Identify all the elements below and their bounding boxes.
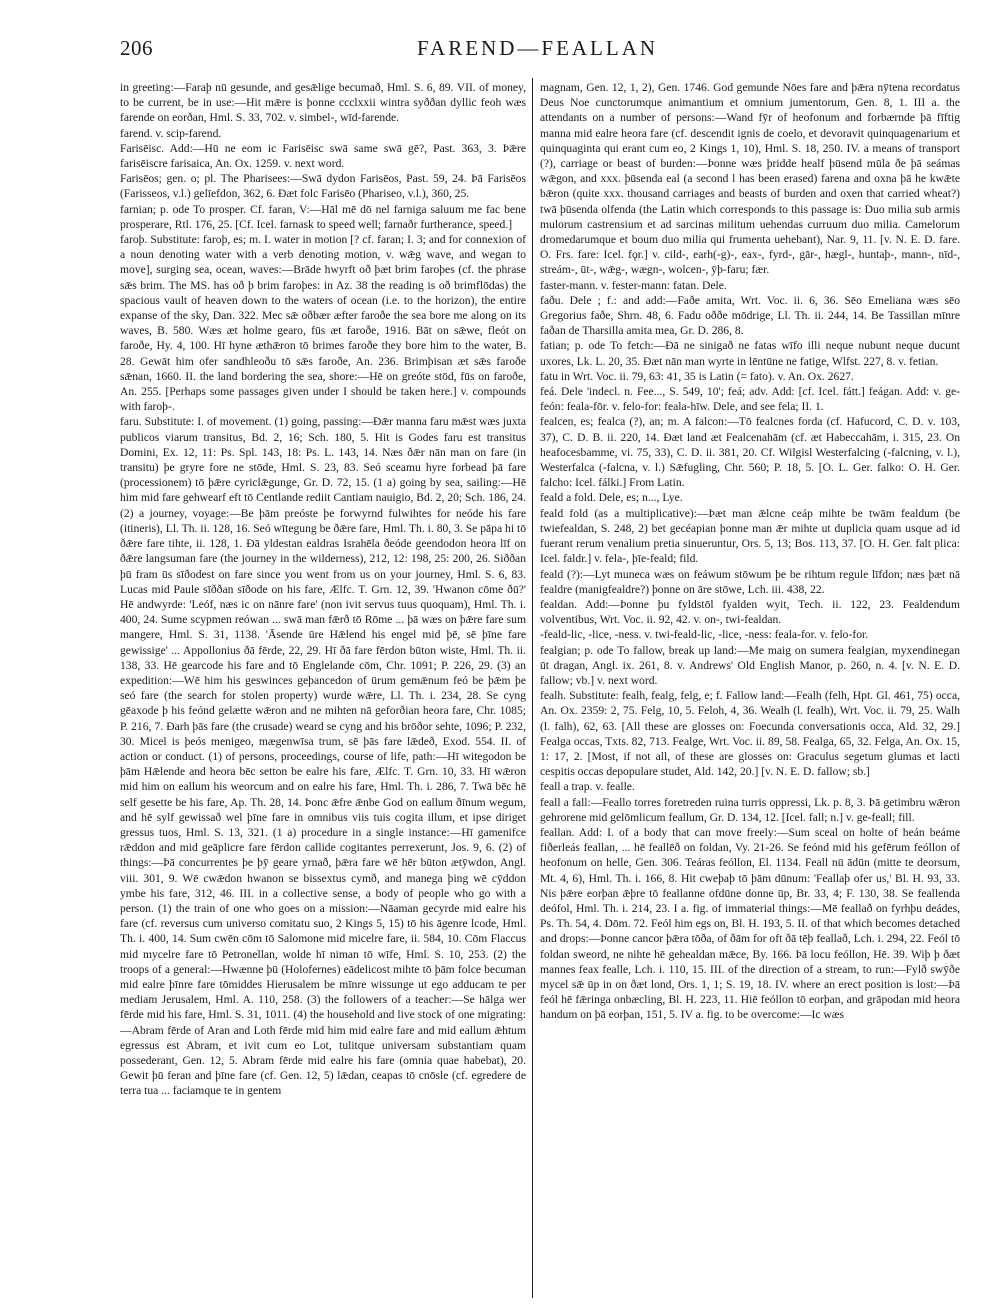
dictionary-entry: fealcen, es; fealca (?), an; m. A falcon:—Tō fealcnes forda (cf. Hafucord, C. D. v. 103, 37), C. D. B. ii. 220, 14. Ðæt land æt Fealcenahām (cf. æt Habeccahām, i. 315, 23. On heafocesbamme, vi. 75, 33), C. D. ii. 381, 20. Cf. Wilgisl Westerfalcing (-falcning, v. l.), Westerfalca (-falcna, v. l.) Sǣfugling, Chr. 560; P. 18, 5. [O. L. Ger. falko: O. H. Ger. falcho: Icel. fálki.] From Latin. xyxy=(540,415,960,490)
dictionary-entry: feald fold (as a multiplicative):—Þæt man ǣlcne ceáp mihte be twām fealdum (be twiefealdan, S. 248, 2) bet gecéapian þonne man ǣr mihte ut duplicia quam usque ad id fuerant rerum venalium pretia sinueruntur, Ors. 5, 13; Bos. 113, 37. [O. H. Ger. falt plica: Icel. faldr.] v. fela-, þīe-feald; fild. xyxy=(540,506,960,566)
dictionary-entry: feá. Dele 'indecl. n. Fee..., S. 549, 10'; feá; adv. Add: [cf. Icel. fátt.] feágan. Add: v. ge-feón: feala-fōr. v. felo-for: feala-hīw. Dele, and see fela; II. 1. xyxy=(540,385,960,414)
page-number: 206 xyxy=(120,36,153,60)
dictionary-entry: feallan. Add: I. of a body that can move freely:—Sum sceal on holte of heán beáme fiðerleás feallan, ... hē feallēð on foldan, Vy. 21-26. Se feónd mid his gefērum feóllon of heofonum on helle, Gen. 306. Teáras feóllon, El. 1134. Feall nū ādūn (mitte te deorsum, Mt. 4, 6), Hml. Th. i. 166, 8. Hit cweþaþ tō þām dūnum: 'Feallaþ ofer us,' Bl. H. 93, 33. Nis þǣre eorþan ǣþre tō feallanne ofdūne donne ūp, Br. 33, 4; F. 130, 38. Se feallenda deófol, Hml. Th. i. 214, 23. I a. fig. of immaterial things:—Mē feallað on fyrhþu deádes, Ps. Th. 54, 4. Dōm. 72. Feól him egs on, Bl. H. 193, 5. II. of that which becomes detached and drops:—Þonne cancor þǣra tōða, of ðām for oft ðā tēþ feallað, Lch. i. 294, 22. Feól tō foldan sweord, ne nihte hē gehealdan mǣce, By. 166. Þā locu feóllon, Hē. 39. Wiþ þ ðæt mannes feax fealle, Lch. i. 110, 15. III. of the direction of a stream, to run:—Fylð swȳðe mycel sǣ ūp in on ðæt lond, Ors. 1, 1; S. 19, 18. IV. where an erect position is lost:—Þā feól hē fǣringa onbæcling, Bl. H. 223, 11. Hiē feóllon tō eorþan, and grāpodan mid heora handum on þā eorþan, 151, 5. IV a. fig. to be overcome:—Ic wæs xyxy=(540,825,960,1022)
dictionary-entry: faðu. Dele ; f.: and add:—Faðe amita, Wrt. Voc. ii. 6, 36. Sēo Emeliana wæs sēo Gregorius faðe, Shrn. 48, 6. Fadu oððe mōdrige, Ll. Th. ii. 244, 14. Be Tassillan mīnre faðan de Tharsilla amita mea, Gr. D. 286, 8. xyxy=(540,293,960,338)
dictionary-entry: fealgian; p. ode To fallow, break up land:—Me maig on sumera fealgian, myxendinegan ūt dragan, Angl. ix. 261, 8. v. Andrews' Old English Manor, p. 260, n. 4. [v. N. E. D. fallow; vb.] v. next word. xyxy=(540,643,960,687)
right-column xyxy=(540,80,960,1295)
dictionary-entry: fealh. Substitute: fealh, fealg, felg, e; f. Fallow land:—Fealh (felh, Hpt. Gl. 461, 75) occa, An. Ox. 2359: 2, 75. Felg, 10, 5. Feloh, 4, 36. Wealh (l. fealh), Wrt. Voc. ii. 79, 25. Walh (l. falh), 62, 63. [All these are glosses on: Foecunda conversationis occa, Ald. 32, 29.] Fealga occas, Txts. 82, 713. Fealge, Wrt. Voc. ii. 89, 58. Fealga, 65, 32. Felga, An. Ox. 15, 1: 17, 2. [Most, if not all, of these are glosses on: Graculus segetum glumas et lacti cespitis occas depopulare studet, Ald. 142, 20.] [v. N. E. D. fallow; sb.] xyxy=(540,689,960,779)
dictionary-entry: faru. Substitute: I. of movement. (1) going, passing:—Ðǣr manna faru mǣst wæs juxta publicos viarum transitus, Bd. 2, 16; Sch. 180, 5. Hit is Godes faru est transitus Domini, Ex. 12, 11: Ps. Spl. 143, 18: Ps. L. 143, 14. Næs ðǣr nān man on fare (in transitu) þe gryre fore ne stōde, Hml. S. 23, 83. Seó sceamu hyre forbead þā fare (processionem) tō þǣre cyriclǣgunge, Gr. D. 72, 15. (1 a) going by sea, sailing:—Hē him mid fare gehwearf eft tō Centlande rediit Cantiam nauigio, Bd. 2, 20; Sch. 186, 24. (2) a journey, voyage:—Be þām preóste þe forwyrnd fulwihtes for neóde his fare (itineris), Ll. Th. ii. 128, 16. Seó wītegung be ðǣre fare, Hml. Th. i. 80, 3. Se pāpa hi tō ðǣre fare tihte, ii. 128, 1. Ðā yldestan ealdras Israhēla ðeóde geendodon heora līf on ðǣre langsuman fare (the journey in the wilderness), 212, 12: 198, 25: 200, 26. Siððan þū fram ūs sīðodest on fare since you went from us on your journey, Hml. S. 6, 83. Lucas mid Paule sīððan sīðode on his fare, Ælfc. T. Grn. 12, 39. 'Hwanon cōme ðū?' Hē andwyrde: 'Leóf, næs ic on nānre fare' (non ivit servus tuus quoquam), Hml. Th. i. 400, 24. Sume scypmen reówan ... swā man fǣrð tō Rōme ... þā wæs on þǣre fare sum mangere, Hml. S. 31, 1138. 'Āsende ūre Hǣlend his engel mid þē, sē þīne fare gewissige' ... Appollonius ðā fērde, 22, 29. Hī ðā fare fērdon būton wiste, Hml. Th. ii. 138, 33. Hē gearcode his fare and tō Englelande cōm, Chr. 1091; P. 226, 29. (3) an expedition:—Wē him his geswinces geþancedon of ūrum gemǣnum feó be þǣm þe seó fare (the search for stolen property) wurde wǣre, Ll. Th. i. 234, 28. Se cyng gēaxode þ his feónd gelætte wǣron and ne mihten nā geforðian heora fare, Chr. 1085; P. 216, 7. Ðarh þās fare (the crusade) weard se cyng and his brōðor sehte, 1096; P. 232, 30. Micel is þeós menigeo, mægenwīsa trum, sē þās fare lǣdeð, Exod. 554. II. of action or conduct. (1) of persons, proceedings, course of life, path:—Hī witegodon be þām Hǣlende and heora bēc setton be ealre his fare, Ælfc. T. Grn. 10, 33. Hī wǣron mid him on eallum his weorcum and on ealre his fare, Hml. Th. i. 286, 7. Twā bēc hē self gesette be his fare, Ap. Th. 28, 14. Þonc ǣfre ǣnbe God on eallum ðīnum wegum, and hē sylf gewissað wel þīne fare in omnibus viis tuis cogita illum, et ipse diriget gressus tuos, Hml. S. 13, 321. (1 a) procedure in a single instance:—Hī gamenifce rǣddon and mid geāplicre fare fērdon callide cogitantes perrexerunt, Jos. 9, 6. (2) of things:—Þā concurrentes þe þȳ geare yrnað, þǣra fare wē hēr būton ætȳwdon, Angl. viii. 301, 9. Wē cwǣdon hwanon se bissextus cymð, and manega þing wē cȳddon ymbe his fare, 312, 46. III. in a collective sense, a body of people who go with a person. (1) the train of one who goes on a mission:—Nāaman gecyrde mid ealre his fare (cf. reversus cum universo comitatu suo, 2 Kings 5, 15) tō his āgenre lcode, Hml. Th. i. 400, 14. Sum cwēn cōm tō Salomone mid micelre fare, ii. 584, 10. Cōm Flaccus mid mycelre fare tō Petronellan, wolde hī niman tō wīfe, Hml. S. 10, 253. (2) the troops of a general:—Hwænne þū (Holofernes) eādelicost mihte tō þām folce becuman mid ealre þīnre fare tōmiddes Hierusalem be mīnre wissunge ut ego adducam te per mediam Jerusalem, Hml. A. 110, 258. (3) the followers of a teacher:—Se hālga wer fērde mid his fare, Hml. S. 31, 1011. (4) the household and live stock of one migrating:—Abram fērde of Aran and Loth fērde mid him mid ealre fare and mid eallum ǣhtum egressus est Abram, et ivit cum eo Lot, tulitque universam substantiam quam possederant, Gen. 12, 5. Abram fērde mid ealre his fare (omnia quae habebat), 20. Gewit þū feran and þīne fare (cf. Gen. 12, 5) lǣdan, ceapas tō cnōsle (cf. egredere de terra tua ... faciamque te in gentem xyxy=(120,415,526,1098)
dictionary-entry: feall a fall:—Feallo torres foretreden ruina turris oppressi, Lk. p. 8, 3. Þā getimbru wǣron gehrorene mid gelōmlicum feallum, Gr. D. 134, 12. [Icel. fall; n.] v. ge-feall; fill. xyxy=(540,795,960,824)
dictionary-entry: feald a fold. Dele, es; n..., Lye. xyxy=(540,491,683,505)
dictionary-entry: Farisēisc. Add:—Hū ne eom ic Farisēisc swā same swā gē?, Past. 363, 3. Þǣre farisēiscre farisaica, An. Ox. 1259. v. next word. xyxy=(120,141,526,171)
dictionary-entry: in greeting:—Faraþ nū gesunde, and gesǣlige becumað, Hml. S. 6, 89. VII. of money, to be current, be in use:—Hit mǣre is þonne ccclxxii wintra syððan dyllic feoh wæs farende on eorðan, Hml. S. 33, 702. v. simbel-, wīd-farende. xyxy=(120,81,526,125)
dictionary-entry: faroþ. Substitute: faroþ, es; m. I. water in motion [? cf. faran; I. 3; and for connexion of a noun denoting water with a verb denoting motion, v. wǣg wave, and wegan to move], surging sea, ocean, waves:—Brāde hwyrft oð þæt brim faroþes (cf. the phrase sǣs brim. The MS. has oð þ brim faroþes: in Az. 38 the reading is oð brimflōdas) the spacious vault of heaven down to the waters of ocean (i.e. to the horizon), the entire expanse of the sky, Dan. 322. Mec sǣ oðbær æfter faroðe the sea bore me along on its waves, B. 580. Wæs æt holme gearo, fūs æt faroðe, 1916. Bāt on sǣwe, fleót on faroðe, Hy. 4, 100. Hī hyne æthǣron tō brimes faroðe they bore him to the water, B. 28. Gewāt him ofer sandhleoðu tō sǣs faroðe, An. 236. Brimþisan æt sǣs faroðe sǣnan, 1660. II. the land bordering the sea, shore:—Hē on greóte stōd, fūs on faroðe, An. 255. [Perhaps some passages given under I should be taken here.] v. compounds with faroþ-. xyxy=(120,233,526,414)
page-header xyxy=(120,36,955,66)
dictionary-entry: feald (?):—Lyt muneca wæs on feáwum stōwum þe be rihtum regule līfdon; næs þæt nā fealdre (manigfealdre?) þonne on āre stōwe, Lch. iii. 438, 22. xyxy=(540,567,960,596)
dictionary-entry: faster-mann. v. fester-mann: fatan. Dele. xyxy=(540,278,727,292)
running-head: FAREND—FEALLAN xyxy=(416,36,659,60)
dictionary-entry: -feald-lic, -lice, -ness. v. twi-feald-lic, -lice, -ness: feala-for. v. felo-for. xyxy=(540,628,869,642)
dictionary-entry: farnian; p. ode To prosper. Cf. faran, V:—Hāl mē dō nel farniga saluum me fac bene prosperare, Rtl. 176, 25. [Cf. Icel. farnask to speed well; farnaðr furtherance, speed.] xyxy=(120,202,526,231)
dictionary-entry: fatu in Wrt. Voc. ii. 79, 63: 41, 35 is Latin (= fato). v. An. Ox. 2627. xyxy=(540,369,854,383)
dictionary-entry: fatian; p. ode To fetch:—Ðā ne sinigað ne fatas wīfo illi neque nubunt neque ducunt uxores, Lk. L. 20, 35. Ðæt nān man wyrte in lēntūne ne fatige, Wlfst. 227, 8. v. fetian. xyxy=(540,339,960,368)
dictionary-entry: fealdan. Add:—Þonne þu fyldstōl fyalden wyit, Tech. ii. 122, 23. Fealdendum volventibus, Wrt. Voc. ii. 92, 42. v. on-, twi-fealdan. xyxy=(540,597,960,627)
dictionary-entry: farend. v. scip-farend. xyxy=(120,126,222,140)
dictionary-entry: feall a trap. v. fealle. xyxy=(540,780,635,794)
dictionary-entry: Farisēos; gen. o; pl. The Pharisees:—Swā dydon Farisēos, Past. 59, 24. Þā Farisēos (Farisseos, v.l.) gelīefdon, 362, 6. Ðæt folc Farisēo (Phariseo, v.l.), 360, 25. xyxy=(120,172,526,201)
column-divider xyxy=(532,78,533,1298)
dictionary-entry: magnam, Gen. 12, 1, 2), Gen. 1746. God gemunde Nōes fare and þǣra nȳtena recordatus Deus Noe cunctorumque animantium et omnium jumentorum, Gen. 8, 1. III a. the attendants on a number of persons:—Wand fȳr of heofonum and forbærnde þā fīftig manna mid ealre heora fare (cf. descendit ignis de coelo, et devoravit quinquagenarium et quinquaginta qui erant cum eo, 2 Kings 1, 10), Hml. S. 18, 250. IV. a means of transport (?), carriage or beast of burden:—Þonne wæs þridde healf þūsend mūla ðe þā seámas wǣgon, and xxx. þūsenda eal (a second l has been erased) farena and oxna þā he kwǣte bǣron (quite xxx. thousand carriages and beasts of burden and oxen that carried wheat?) twā þūsenda olfenda (the Latin which corresponds to this passage is: Duo milia sub armis mulorum castrensium et ad sarcinas militum uehendas curruum duo milia. Camelorum dromedarumque et boum duo milia qui frumenta uehebant), Nar. 9, 11. [v. N. E. D. fare. O. Frs. fare: Icel. fǫr.] v. cild-, earh(-g)-, eax-, fyrd-, gār-, hægl-, huntaþ-, mann-, nīd-, streám-, ūt-, wǣg-, wægn-, wolcen-, ȳþ-faru; fær. xyxy=(540,81,960,277)
left-column xyxy=(120,80,526,1295)
